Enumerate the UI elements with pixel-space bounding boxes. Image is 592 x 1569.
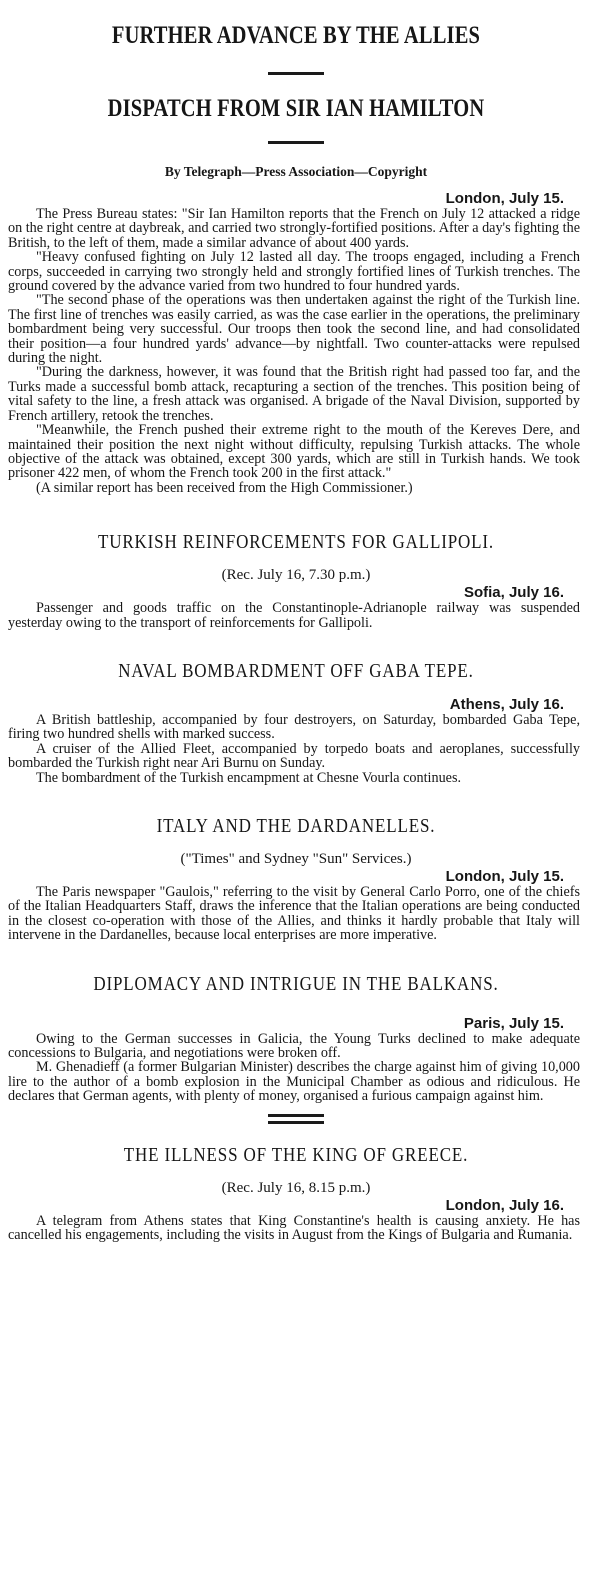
received-time: (Rec. July 16, 7.30 p.m.)	[221, 567, 371, 584]
section-heading: DIPLOMACY AND INTRIGUE IN THE BALKANS.	[93, 972, 499, 995]
credit-line: By Telegraph—Press Association—Copyright	[164, 164, 428, 179]
main-headline: FURTHER ADVANCE BY THE ALLIES	[111, 22, 481, 49]
dateline: London, July 16.	[445, 1196, 564, 1214]
paragraph: Passenger and goods traffic on the Constantinople-Adrianople railway was suspended yesterday owing to the transport of reinforcements for Gallipoli.	[8, 600, 580, 631]
service-credit: ("Times" and Sydney "Sun" Services.)	[180, 850, 412, 867]
paragraph: A telegram from Athens states that King Constantine's health is causing anxiety. He has cancelled his engagements, including the visits in August from the Kings of Bulgaria and Rumania.	[8, 1212, 580, 1244]
article-body	[4, 601, 588, 630]
headline-rule	[268, 72, 324, 75]
paragraph: A British battleship, accompanied by four destroyers, on Saturday, bombarded Gaba Tepe, firing two hundred shells with marked success.	[8, 711, 580, 743]
paragraph: "During the darkness, however, it was found that the British right had passed too far, and the Turks made a successful bomb attack, recapturing a section of the trenches. This position being of vital safety to the line, a fresh attack was organised. A brigade of the Naval Division, supported by French artillery, retook the trenches.	[8, 364, 580, 424]
section-rule	[268, 1121, 324, 1124]
dateline: London, July 15.	[445, 867, 564, 885]
paragraph: A cruiser of the Allied Fleet, accompanied by torpedo boats and aeroplanes, successfully bombarded the Turkish right near Ari Burnu on Sunday.	[8, 740, 580, 772]
paragraph: (A similar report has been received from the High Commissioner.)	[36, 479, 413, 496]
paragraph: "Heavy confused fighting on July 12 lasted all day. The troops engaged, including a French corps, succeeded in carrying two strongly held and strongly fortified lines of Turkish trenches. The ground covered by the advance varied from two hundred to four hundred yards.	[8, 249, 580, 295]
dateline: London, July 15.	[445, 190, 564, 207]
received-time: (Rec. July 16, 8.15 p.m.)	[221, 1179, 371, 1196]
paragraph: The Press Bureau states: "Sir Ian Hamilton reports that the French on July 12 attacked a ridge on the right centre at daybreak, and carried two strongly-fortified positions. After a day's fighting the British, to the left of them, made a similar advance of about 400 yards.	[8, 206, 580, 251]
paragraph: "The second phase of the operations was then undertaken against the right of the Turkish line. The first line of trenches was easily carried, as was the case earlier in the operations, the preliminary bombardment being very successful. Our troops then took the second line, and had consolidated their position—a four hundred yards' advance—by nightfall. Two counter-attacks were repulsed during the night.	[8, 292, 580, 367]
dateline: Sofia, July 16.	[463, 584, 564, 602]
paragraph: "Meanwhile, the French pushed their extreme right to the mouth of the Kereves Dere, and maintained their position the next night without difficulty, repulsing Turkish attacks. The whole objective of the attack was obtained, except 300 yards, which are still in Turkish hands. We took prisoner 422 men, of whom the French took 200 in the first attack."	[8, 422, 580, 482]
article-body	[4, 1032, 588, 1104]
dateline: Paris, July 15.	[463, 1014, 564, 1032]
section-heading: ITALY AND THE DARDANELLES.	[156, 814, 436, 837]
article-body	[4, 885, 588, 943]
section-rule	[268, 1114, 324, 1117]
dateline: Athens, July 16.	[449, 695, 564, 713]
article-body	[4, 207, 588, 495]
headline-rule	[268, 141, 324, 144]
paragraph: Owing to the German successes in Galicia, the Young Turks declined to make adequate concessions to Bulgaria, and negotiations were broken off.	[8, 1030, 580, 1061]
paragraph: M. Ghenadieff (a former Bulgarian Minister) describes the charge against him of giving 10,000 lire to the author of a bomb explosion in the Municipal Chamber as odious and ridiculous. He declares that German agents, with plenty of money, organised a furious campaign against him.	[8, 1059, 580, 1105]
section-heading: NAVAL BOMBARDMENT OFF GABA TEPE.	[118, 659, 474, 682]
section-heading: TURKISH REINFORCEMENTS FOR GALLIPOLI.	[97, 531, 495, 554]
paragraph: The bombardment of the Turkish encampment at Chesne Vourla continues.	[36, 769, 462, 786]
sub-headline: DISPATCH FROM SIR IAN HAMILTON	[107, 95, 485, 122]
section-heading: THE ILLNESS OF THE KING OF GREECE.	[123, 1143, 469, 1166]
article-body	[4, 713, 588, 785]
paragraph: The Paris newspaper "Gaulois," referring to the visit by General Carlo Porro, one of the chiefs of the Italian Headquarters Staff, draws the inference that the Italian operations are being conducted in the closest co-operation with those of the Allies, and thinks it hardly probable that Italy will intervene in the Dardanelles, because local enterprises are more imperative.	[8, 883, 580, 944]
article-body	[4, 1214, 588, 1243]
